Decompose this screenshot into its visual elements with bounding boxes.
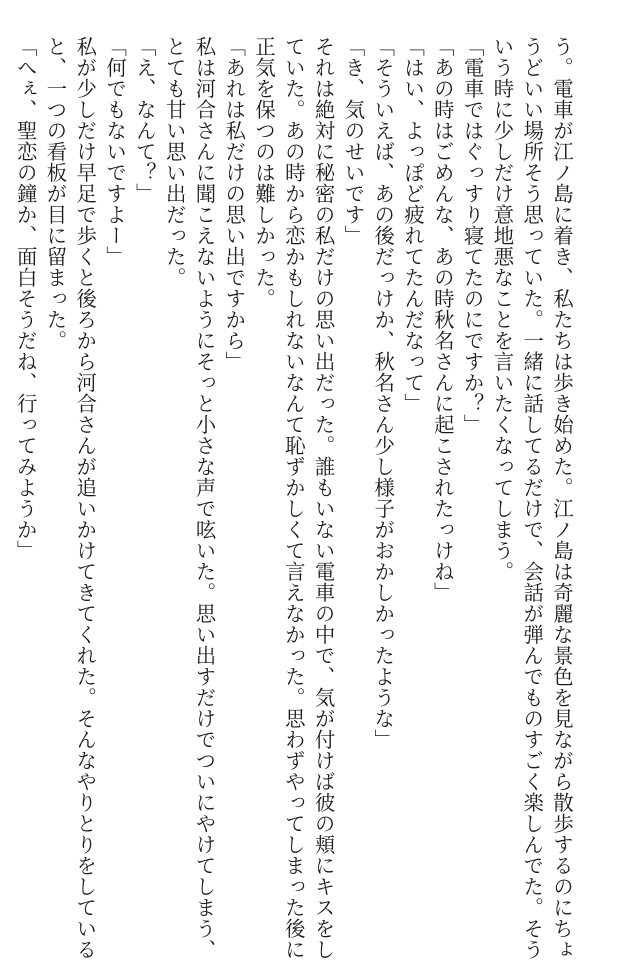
text-line: 私は河合さんに聞こえないようにそっと小さな声で呟いた。思い出すだけでついにやけてしまう、 [192, 36, 217, 960]
text-line: うどいい場所そう思っていた。一緒に話してるだけで、会話が弾んでものすごく楽しんでた。そう [520, 36, 545, 960]
vertical-text-body [13, 36, 576, 960]
text-line: と、一つの看板が目に留まった。 [43, 36, 68, 351]
text-line: う。電車が江ノ島に着き、私たちは歩き始めた。江ノ島は奇麗な景色を見ながら散歩するのにちょ [550, 36, 574, 960]
text-line: ていた。あの時から恋かもしれないなんて恥ずかしくて言えなかった。思わずやってしまった後に [281, 36, 306, 960]
dialogue-line: 「電車ではぐっすり寝てたのにですか？」 [460, 36, 485, 435]
dialogue-line: 「き、気のせいです」 [341, 36, 366, 246]
text-line: いう時に少しだけ意地悪なことを言いたくなってしまう。 [490, 36, 515, 582]
dialogue-line: 「あの時はごめんな、あの時秋名さんに起こされたっけね」 [430, 36, 455, 603]
dialogue-line: 「はい、よっぽど疲れてたんだなって」 [401, 36, 426, 414]
text-line: 私が少しだけ早足で歩くと後ろから河合さんが追いかけてきてくれた。そんなやりとりをしている [73, 36, 98, 960]
text-line: とても甘い思い出だった。 [162, 36, 187, 288]
text-line: それは絶対に秘密の私だけの思い出だった。誰もいない電車の中で、気が付けば彼の頬にキスをし [311, 36, 336, 960]
dialogue-line: 「え、なんて？」 [132, 36, 157, 204]
text-line: 正気を保つのは難しかった。 [252, 36, 277, 309]
dialogue-line: 「へぇ、聖恋の鐘か、面白そうだね、行ってみようか」 [13, 36, 38, 561]
dialogue-line: 「そういえば、あの後だっけか、秋名さん少し様子がおかしかったような」 [371, 36, 396, 750]
dialogue-line: 「何でもないですよー」 [103, 36, 128, 267]
dialogue-line: 「あれは私だけの思い出ですから」 [222, 36, 247, 372]
